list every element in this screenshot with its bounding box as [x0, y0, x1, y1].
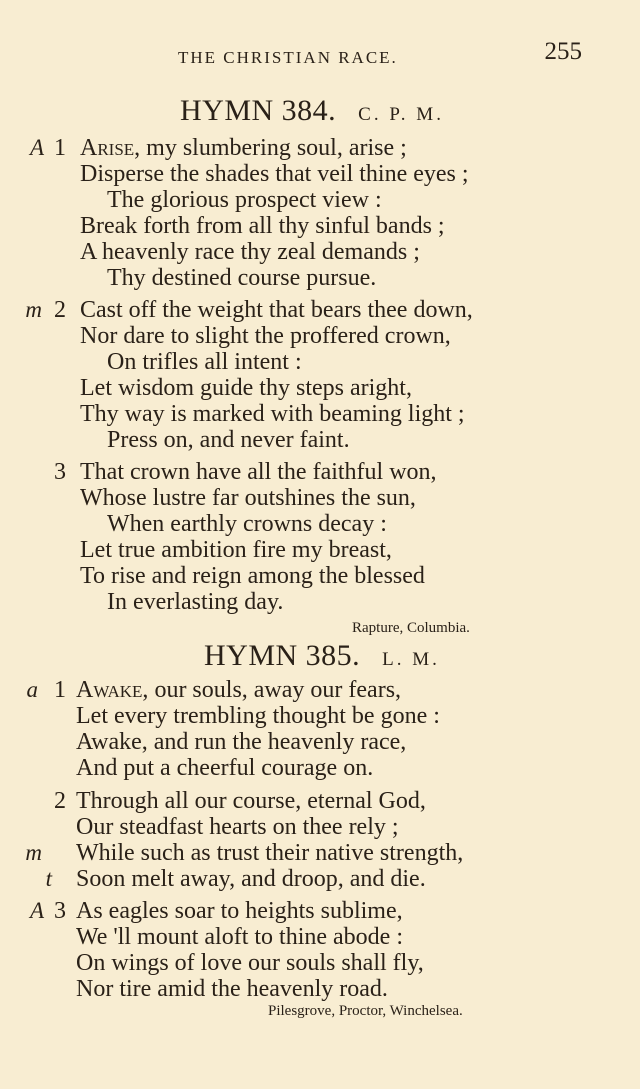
- first-word: Awake,: [76, 677, 149, 703]
- dynamics-mark: A: [29, 898, 44, 923]
- verse-number: 1: [54, 135, 66, 161]
- dynamics-mark: a: [26, 677, 38, 702]
- hymn-line: On wings of love our souls shall fly,: [76, 950, 424, 976]
- verse-number: 3: [54, 898, 66, 924]
- hymn-meter: C. P. M.: [358, 104, 444, 125]
- hymn-line: As eagles soar to heights sublime,: [76, 898, 403, 924]
- hymn-number: HYMN 384.: [180, 94, 337, 127]
- hymn-line: And put a cheerful courage on.: [76, 755, 374, 781]
- tune-attribution: Rapture, Columbia.: [352, 620, 470, 636]
- hymn-line: Press on, and never faint.: [107, 427, 350, 453]
- tune-attribution: Pilesgrove, Proctor, Winchelsea.: [268, 1003, 463, 1019]
- hymn-line: That crown have all the faithful won,: [80, 459, 437, 485]
- hymn-line: A heavenly race thy zeal demands ;: [80, 239, 420, 265]
- hymn-line: Thy destined course pursue.: [107, 265, 377, 291]
- line-text: my slumbering soul, arise ;: [146, 135, 407, 161]
- dynamics-mark: m: [25, 840, 42, 865]
- hymn-title: [204, 641, 440, 675]
- hymn-line: To rise and reign among the blessed: [80, 563, 425, 589]
- hymn-line: Through all our course, eternal God,: [76, 788, 426, 814]
- hymn-title: [180, 96, 444, 130]
- hymn-line: When earthly crowns decay :: [107, 511, 387, 537]
- hymn-number: HYMN 385.: [204, 639, 361, 672]
- hymn-line: We 'll mount aloft to thine abode :: [76, 924, 403, 950]
- dynamics-mark: A: [29, 135, 44, 160]
- hymn-line: On trifles all intent :: [107, 349, 302, 375]
- hymn-line: Disperse the shades that veil thine eyes ;: [80, 161, 469, 187]
- hymn-line: Soon melt away, and droop, and die.: [76, 866, 426, 892]
- hymn-line: [76, 677, 401, 703]
- running-title: THE CHRISTIAN RACE.: [178, 48, 398, 67]
- hymn-line: Whose lustre far outshines the sun,: [80, 485, 416, 511]
- page-number: 255: [544, 38, 582, 65]
- hymn-line: [80, 135, 407, 161]
- hymn-line: Break forth from all thy sinful bands ;: [80, 213, 445, 239]
- first-word: Arise,: [80, 135, 141, 161]
- hymn-line: Let every trembling thought be gone :: [76, 703, 440, 729]
- hymn-meter: L. M.: [382, 649, 440, 670]
- hymn-line: Let wisdom guide thy steps aright,: [80, 375, 412, 401]
- hymn-line: While such as trust their native strength,: [76, 840, 464, 866]
- dynamics-mark: t: [45, 866, 52, 891]
- verse-number: 3: [54, 459, 66, 485]
- hymn-line: Nor tire amid the heavenly road.: [76, 976, 388, 1002]
- hymn-line: Cast off the weight that bears thee down,: [80, 297, 473, 323]
- hymn-line: In everlasting day.: [107, 589, 284, 615]
- hymn-line: Nor dare to slight the proffered crown,: [80, 323, 451, 349]
- line-text: our souls, away our fears,: [154, 677, 402, 703]
- hymn-line: Our steadfast hearts on thee rely ;: [76, 814, 399, 840]
- hymn-line: Awake, and run the heavenly race,: [76, 729, 407, 755]
- verse-number: 2: [54, 297, 66, 323]
- hymn-line: Let true ambition fire my breast,: [80, 537, 392, 563]
- dynamics-mark: m: [25, 297, 42, 322]
- verse-number: 1: [54, 677, 66, 703]
- hymn-line: Thy way is marked with beaming light ;: [80, 401, 465, 427]
- verse-number: 2: [54, 788, 66, 814]
- hymn-line: The glorious prospect view :: [107, 187, 382, 213]
